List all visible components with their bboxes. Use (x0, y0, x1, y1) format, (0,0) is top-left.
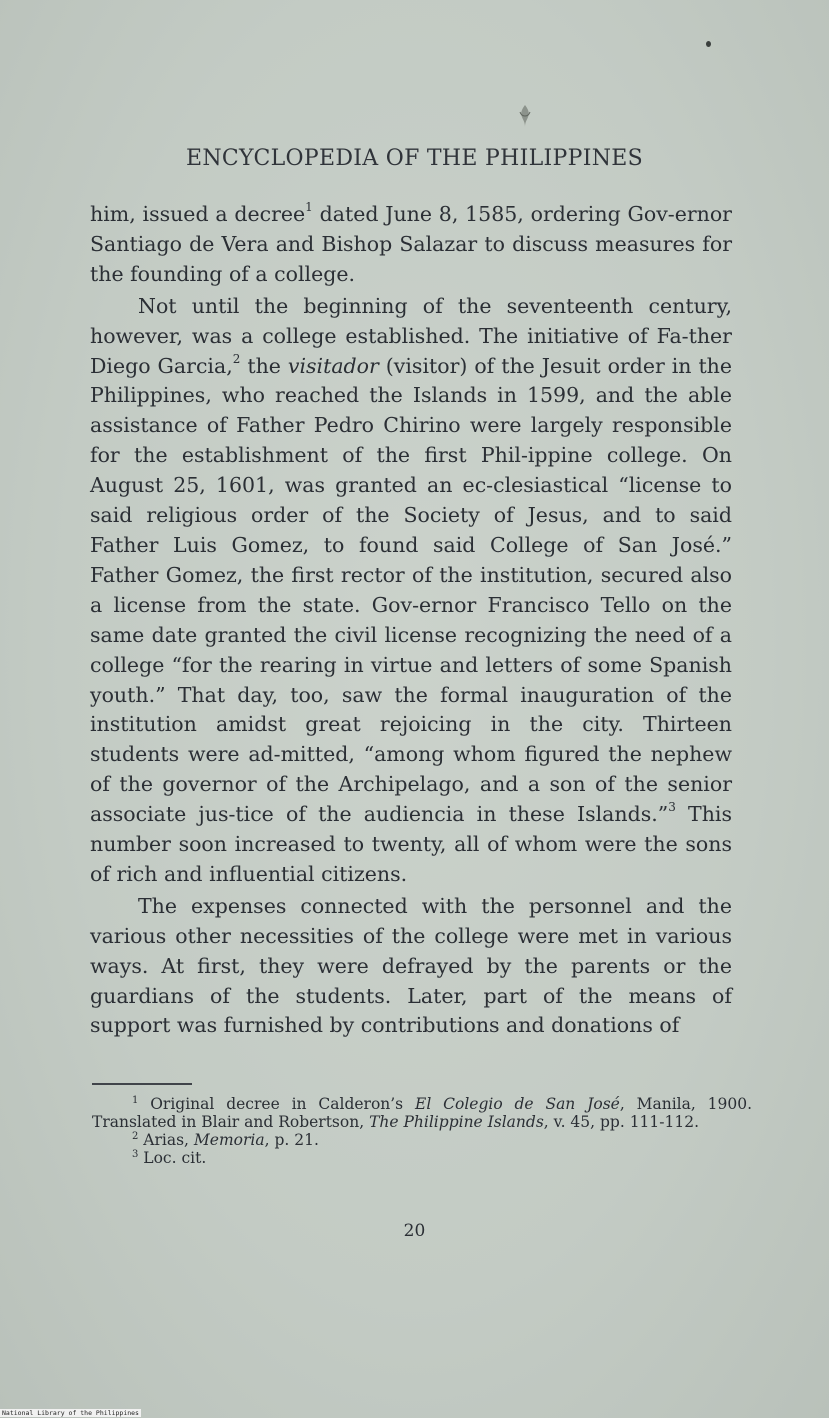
footnote-ref-3: 3 (668, 800, 676, 815)
page-number: 20 (403, 1221, 426, 1241)
footnote-rule (92, 1083, 192, 1085)
ornament-icon (516, 103, 534, 129)
footnotes (92, 1095, 752, 1167)
running-header: ENCYCLOPEDIA OF THE PHILIPPINES (186, 146, 643, 171)
library-credit: National Library of the Philippines (2, 1409, 139, 1417)
body-text (90, 200, 732, 1041)
paragraph-3: The expenses connected with the personnel and the various other necessities of the college were met in various ways. At first, they were defrayed by the parents or the guardians of the students. Later, part of the means of support was furnished by contributions and donations of (90, 893, 732, 1038)
footnote-ref-2: 2 (232, 351, 241, 366)
paragraph-2: Not until the beginning of the seventeenth century, however, was a college established. The initiative of Fa-ther Diego Garcia,$^2$ the visitador (visitor) of the Jesuit order in the Philippines, who reached the Islands in 1599, and the able assistance of Father Pedro Chirino were largely responsible for the establishment of the first Phil-ippine college. On August 25, 1601, was granted an ec-clesiastical “license to said religious order of the Society of Jesus, and to said Father Luis Gomez, to found said College of San José.” Father Gomez, the first rector of the institution, secured also a license from the state. Gov-ernor Francisco Tello on the same date granted the civil license recognizing the need of a college “for the rearing in virtue and letters of some Spanish youth.” That day, too, saw the formal inauguration of the institution amidst great rejoicing in the city. Thirteen students were ad-mitted, “among whom figured the nephew of the governor of the Archipelago, and a son of the senior associate jus-tice of the audiencia in these Islands.”$^3$ This number soon increased to twenty, all of whom were the sons of rich and influential citizens. (90, 293, 733, 886)
footnote-ref-1: 1 (305, 200, 313, 215)
ink-speck (706, 41, 711, 47)
paragraph-1: him, issued a decree$^1$ dated June 8, 1585, ordering Gov-ernor Santiago de Vera and Bishop Salazar to discuss measures for the founding of a college. (90, 200, 732, 286)
footnote-2: $^2$ Arias, Memoria, p. 21. (132, 1130, 319, 1149)
footnote-3: $^3$ Loc. cit. (132, 1148, 207, 1167)
footnote-1: $^1$ Original decree in Calderon’s El Colegio de San José, Manila, 1900. Translated in Blair and Robertson, The Philippine Islands, v. 45, pp. 111-112. (92, 1094, 753, 1131)
term-visitador: visitador (287, 353, 379, 378)
